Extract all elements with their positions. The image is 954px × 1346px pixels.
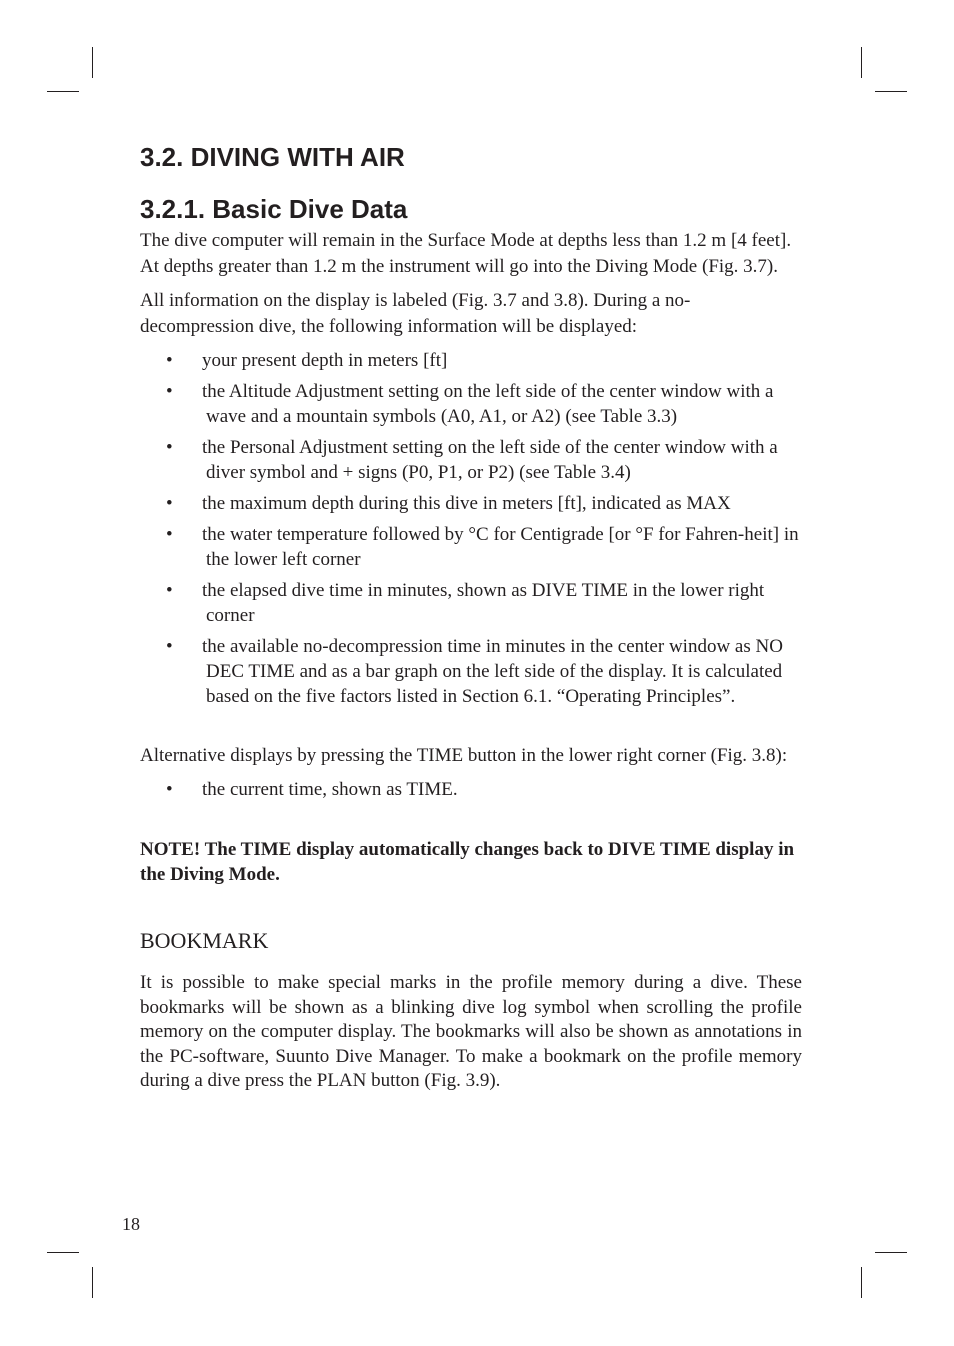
bullet-icon: • [166,524,173,545]
crop-mark [92,47,93,78]
bookmark-title: BOOKMARK [140,928,269,953]
paragraph-surface-mode: The dive computer will remain in the Surface Mode at depths less than 1.2 m [4 feet]. At depths greater than 1.2 m the instrument will go into the Diving Mode (Fig. 3.7). [140,230,792,277]
crop-mark [875,91,907,92]
paragraph-display-info: All information on the display is labeled (Fig. 3.7 and 3.8). During a no-decompression dive, the following information will be displayed: [140,290,691,337]
crop-mark [861,1267,862,1298]
crop-mark [47,91,79,92]
bullet-icon: • [166,350,173,371]
paragraph-alternative-displays: Alternative displays by pressing the TIME button in the lower right corner (Fig. 3.8): [140,745,788,766]
bullet-icon: • [166,437,173,458]
note-text: NOTE! The TIME display automatically changes back to DIVE TIME display in the Diving Mode. [140,839,795,885]
page-number: 18 [122,1214,140,1234]
list-item: • the maximum depth during this dive in meters [ft], indicated as MAX [166,493,731,514]
bullet-icon: • [166,779,173,800]
bookmark-paragraph: It is possible to make special marks in the profile memory during a dive. These bookmarks will be shown as a blinking dive log symbol when scrolling the profile memory on the computer display. The bookmarks will also be shown as annotations in the PC-software, Suunto Dive Manager. To make a bookmark on the profile memory during a dive press the PLAN button (Fig. 3.9). [140,972,802,1092]
page-content [140,140,802,1094]
list-item: • your present depth in meters [ft] [166,350,448,371]
bullet-icon: • [166,493,173,514]
list-item: • the available no-decompression time in minutes in the center window as NO DEC TIME and as a bar graph on the left side of the display. It is calculated based on the five factors listed in Section 6.1. “Operating Principles”. [166,636,783,707]
bullet-icon: • [166,381,173,402]
alt-list [140,777,802,802]
bullet-icon: • [166,636,173,657]
crop-mark [875,1252,907,1253]
bullet-icon: • [166,580,173,601]
list-item: • the water temperature followed by °C for Centigrade [or °F for Fahren-heit] in the lower left corner [166,524,799,570]
info-list [140,348,802,709]
section-heading: 3.2. DIVING WITH AIR [140,142,405,172]
list-item: • the elapsed dive time in minutes, shown as DIVE TIME in the lower right corner [166,580,765,626]
list-item: • the Altitude Adjustment setting on the left side of the center window with a wave and a mountain symbols (A0, A1, or A2) (see Table 3.3) [166,381,774,427]
subsection-heading: 3.2.1. Basic Dive Data [140,194,408,224]
list-item: • the current time, shown as TIME. [166,779,458,800]
crop-mark [861,47,862,78]
crop-mark [47,1252,79,1253]
list-item: • the Personal Adjustment setting on the left side of the center window with a diver symbol and + signs (P0, P1, or P2) (see Table 3.4) [166,437,778,483]
crop-mark [92,1267,93,1298]
